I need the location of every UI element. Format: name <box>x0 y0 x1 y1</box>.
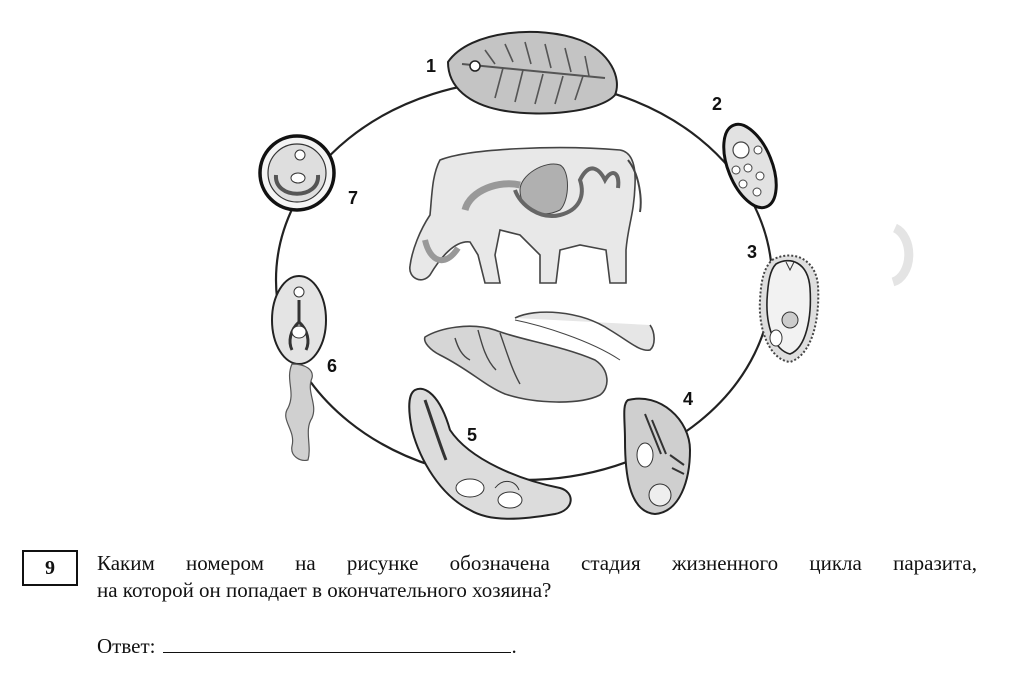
answer-terminator: . <box>511 634 517 658</box>
stage-label-1: 1 <box>426 56 437 76</box>
question-number: 9 <box>45 556 55 579</box>
cow-icon <box>410 148 641 283</box>
stage-label-3: 3 <box>747 242 758 262</box>
cycle-ring <box>276 80 772 480</box>
watermark-arc <box>893 228 909 282</box>
metacercaria-cyst-icon <box>260 136 334 210</box>
question-line-1: Каким номером на рисунке обозначена стадия жизненного цикла паразита, <box>97 551 977 575</box>
adult-fluke-icon <box>448 32 617 114</box>
question-number-box <box>22 550 78 586</box>
stage-label-5: 5 <box>467 425 478 445</box>
answer-label: Ответ: <box>97 634 156 658</box>
cercaria-icon <box>272 276 326 460</box>
answer-row <box>97 632 517 659</box>
snail-icon <box>425 312 654 402</box>
question-line-2: на которой он попадает в окончательного хозяина? <box>97 578 552 602</box>
stage-label-6: 6 <box>327 356 338 376</box>
miracidium-icon <box>760 256 819 362</box>
sporocyst-icon <box>624 399 690 514</box>
egg-icon <box>713 117 787 215</box>
stage-label-7: 7 <box>348 188 359 208</box>
redia-icon <box>409 389 570 519</box>
stage-label-4: 4 <box>683 389 694 409</box>
answer-blank-line[interactable] <box>163 632 511 653</box>
question-text <box>97 550 977 604</box>
stage-label-2: 2 <box>712 94 723 114</box>
